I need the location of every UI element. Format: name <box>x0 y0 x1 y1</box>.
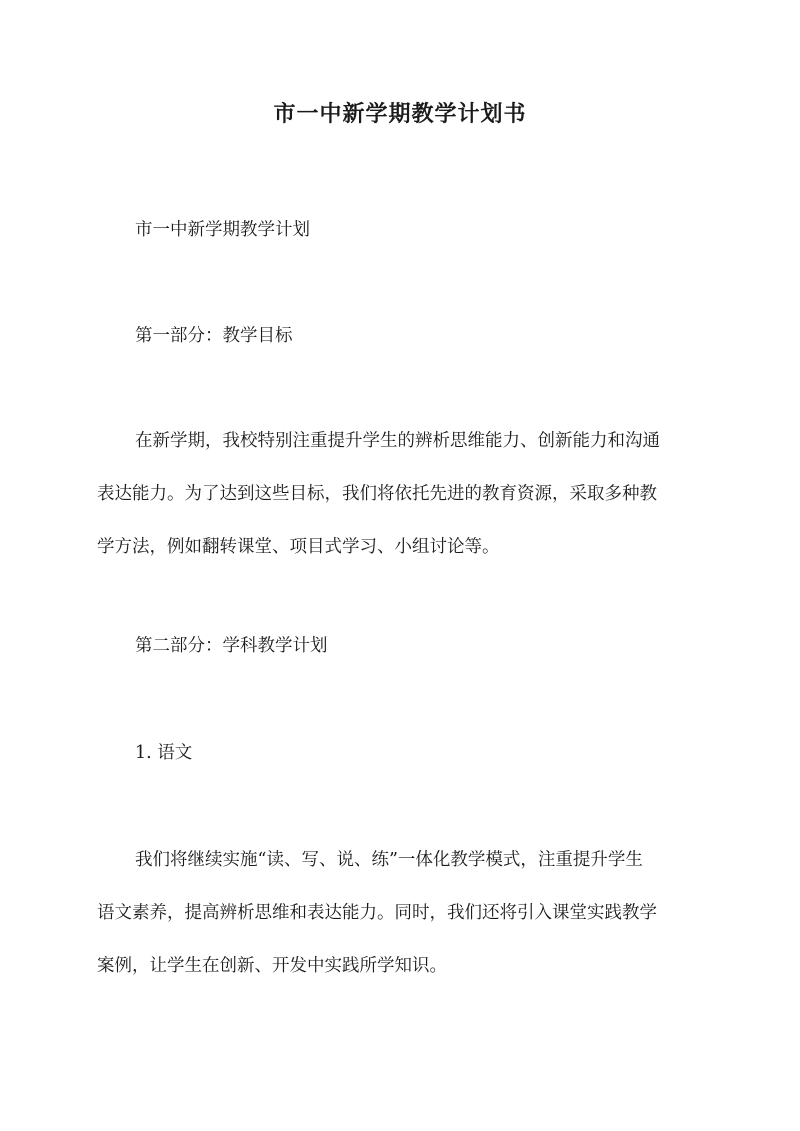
paragraph-line: 表达能力。为了达到这些目标，我们将依托先进的教育资源，采取多种教 <box>97 484 657 504</box>
section-heading-goals: 第一部分：教学目标 <box>135 326 293 346</box>
paragraph-line: 在新学期，我校特别注重提升学生的辨析思维能力、创新能力和沟通 <box>135 431 660 451</box>
subject-paragraph-chinese <box>97 834 705 993</box>
paragraph-line: 学方法，例如翻转课堂、项目式学习、小组讨论等。 <box>97 537 500 557</box>
section-paragraph-goals <box>97 415 705 574</box>
section-heading-subjects: 第二部分：学科教学计划 <box>135 636 328 656</box>
paragraph-line: 我们将继续实施“读、写、说、练”一体化教学模式，注重提升学生 <box>135 850 643 870</box>
document-subtitle: 市一中新学期教学计划 <box>135 220 310 240</box>
paragraph-line: 案例，让学生在创新、开发中实践所学知识。 <box>97 956 447 976</box>
subject-heading-chinese: 1. 语文 <box>135 743 193 763</box>
paragraph-line: 语文素养，提高辨析思维和表达能力。同时，我们还将引入课堂实践教学 <box>97 903 657 923</box>
document-title: 市一中新学期教学计划书 <box>273 101 527 127</box>
